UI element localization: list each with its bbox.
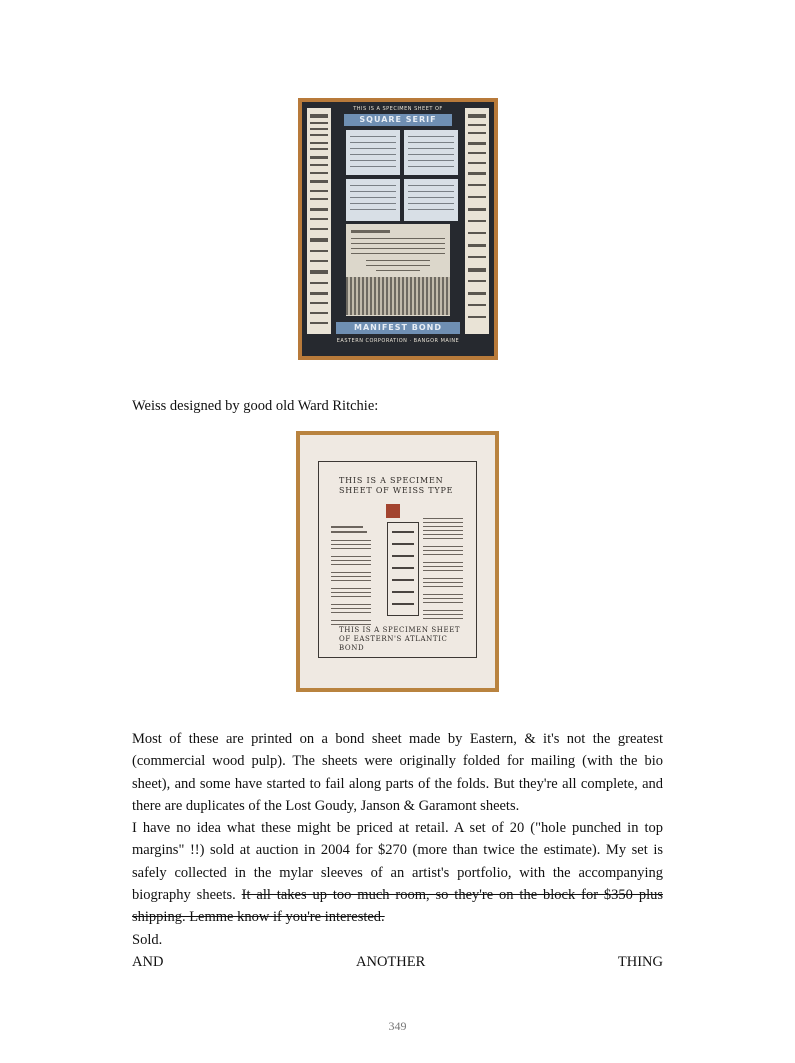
poster-panel [404,179,458,221]
page-number: 349 [388,1019,407,1033]
struck-text: It all takes up too much room, so they're on the block for $350 plus shipping. Lemme know if you're interested. [132,887,663,926]
image-caption: Weiss designed by good old Ward Ritchie: [132,398,379,414]
closing-line [132,951,663,973]
poster-left-column [307,108,331,334]
alphabet-box [387,522,419,616]
paragraph: Most of these are printed on a bond sheet made by Eastern, & it's not the greatest (commercial wood pulp). The sheets were originally folded for mailing (with the bio sheet), and some have started to fail along parts of the folds. But they're all complete, and there are duplicates of the Lost Goudy, Janson & Garamont sheets. [132,731,663,814]
poster-bottom-title: MANIFEST BOND [336,322,460,334]
poster-frame [318,461,477,658]
poster-footer-line: OF EASTERN'S ATLANTIC BOND [339,635,448,652]
paragraph-text: I have no idea what these might be priced at retail. A set of 20 ("hole punched in top margins" !!) sold at auction in 2004 for $270 (more than twice the estimate). My set is safely collected in the mylar sleeves of an artist's portfolio, with the accompanying biography sheets. [132,820,663,904]
poster-panel [346,130,400,175]
poster-title [339,476,468,496]
square-serif-specimen-photo [298,98,498,360]
poster-title-line: THIS IS A SPECIMEN [339,476,444,485]
closing-word: AND [132,953,164,970]
closing-word: THING [617,953,663,970]
closing-word: ANOTHER [356,953,426,970]
poster-panel [346,179,400,221]
poster-paper [300,435,495,688]
poster-footer [339,626,468,653]
poster-footer-line: THIS IS A SPECIMEN SHEET [339,626,461,634]
poster-title-line: SHEET OF WEISS TYPE [339,486,454,495]
red-initial-ornament [386,504,400,518]
body-text [132,728,663,973]
poster-engraving [346,277,450,315]
sold-line: Sold. [132,931,163,948]
poster-title: SQUARE SERIF [344,114,452,126]
poster-footer: EASTERN CORPORATION · BANGOR MAINE [336,338,460,344]
poster-right-column [465,108,489,334]
poster-background [302,102,494,356]
poster-header-text: THIS IS A SPECIMEN SHEET OF [353,106,443,112]
paragraph [132,817,663,928]
poster-panel [404,130,458,175]
text-column-right [423,518,463,638]
weiss-specimen-photo [296,431,499,692]
